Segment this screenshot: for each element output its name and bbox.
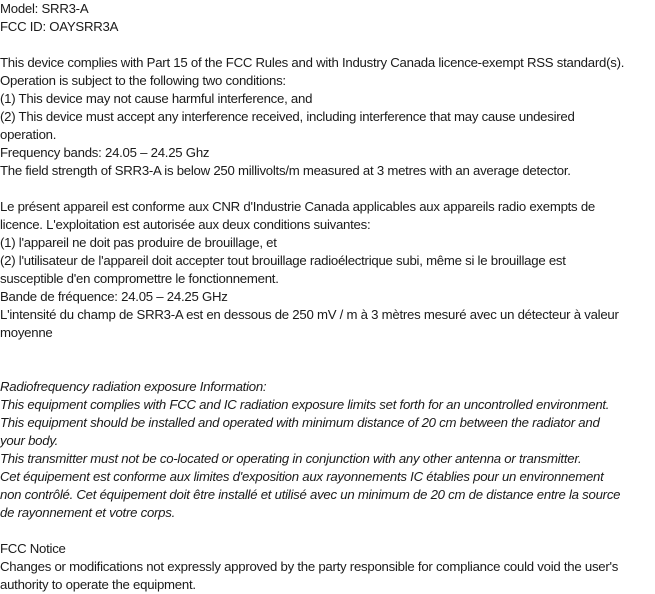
rf-exposure-line: This transmitter must not be co-located or operating in conjunction with any other antenna or transmitter. (0, 451, 582, 466)
english-line: operation. (0, 127, 57, 142)
french-line: Le présent appareil est conforme aux CNR d'Industrie Canada applicables aux appareils radio exempts de (0, 199, 595, 214)
spacer (0, 522, 655, 540)
french-line: moyenne (0, 325, 53, 340)
english-notice (0, 54, 655, 180)
spacer (0, 180, 655, 198)
model-header (0, 0, 655, 36)
fcc-notice-line: authority to operate the equipment. (0, 577, 196, 592)
fcc-notice-section (0, 540, 655, 594)
rf-exposure-section (0, 378, 655, 522)
model-label: Model: SRR3-A (0, 1, 89, 16)
french-line: L'intensité du champ de SRR3-A est en dessous de 250 mV / m à 3 mètres mesuré avec un détecteur à valeur (0, 307, 619, 322)
french-notice (0, 198, 655, 342)
spacer (0, 360, 655, 378)
french-line: susceptible d'en compromettre le fonctionnement. (0, 271, 279, 286)
rf-exposure-line: your body. (0, 433, 59, 448)
french-line: (2) l'utilisateur de l'appareil doit accepter tout brouillage radioélectrique subi, même si le brouillage est (0, 253, 566, 268)
spacer (0, 342, 655, 360)
english-line: Operation is subject to the following two conditions: (0, 73, 286, 88)
fcc-notice-title: FCC Notice (0, 541, 66, 556)
french-line: (1) l'appareil ne doit pas produire de brouillage, et (0, 235, 277, 250)
rf-exposure-line: This equipment complies with FCC and IC radiation exposure limits set forth for an uncontrolled environment. (0, 397, 610, 412)
english-line: This device complies with Part 15 of the FCC Rules and with Industry Canada licence-exempt RSS standard(s). (0, 55, 625, 70)
english-line: Frequency bands: 24.05 – 24.25 Ghz (0, 145, 210, 160)
rf-exposure-line: de rayonnement et votre corps. (0, 505, 176, 520)
fcc-id-label: FCC ID: OAYSRR3A (0, 19, 119, 34)
french-line: Bande de fréquence: 24.05 – 24.25 GHz (0, 289, 228, 304)
french-line: licence. L'exploitation est autorisée aux deux conditions suivantes: (0, 217, 371, 232)
rf-exposure-line: Cet équipement est conforme aux limites d'exposition aux rayonnements IC établies pour un environnement (0, 469, 604, 484)
fcc-notice-line: Changes or modifications not expressly approved by the party responsible for compliance could void the user's (0, 559, 619, 574)
rf-exposure-line: This equipment should be installed and operated with minimum distance of 20 cm between the radiator and (0, 415, 600, 430)
english-line: (1) This device may not cause harmful interference, and (0, 91, 313, 106)
english-line: The field strength of SRR3-A is below 250 millivolts/m measured at 3 metres with an average detector. (0, 163, 571, 178)
rf-exposure-line: non contrôlé. Cet équipement doit être installé et utilisé avec un minimum de 20 cm de distance entre la source (0, 487, 621, 502)
rf-exposure-heading: Radiofrequency radiation exposure Information: (0, 379, 267, 394)
spacer (0, 36, 655, 54)
english-line: (2) This device must accept any interference received, including interference that may cause undesired (0, 109, 575, 124)
